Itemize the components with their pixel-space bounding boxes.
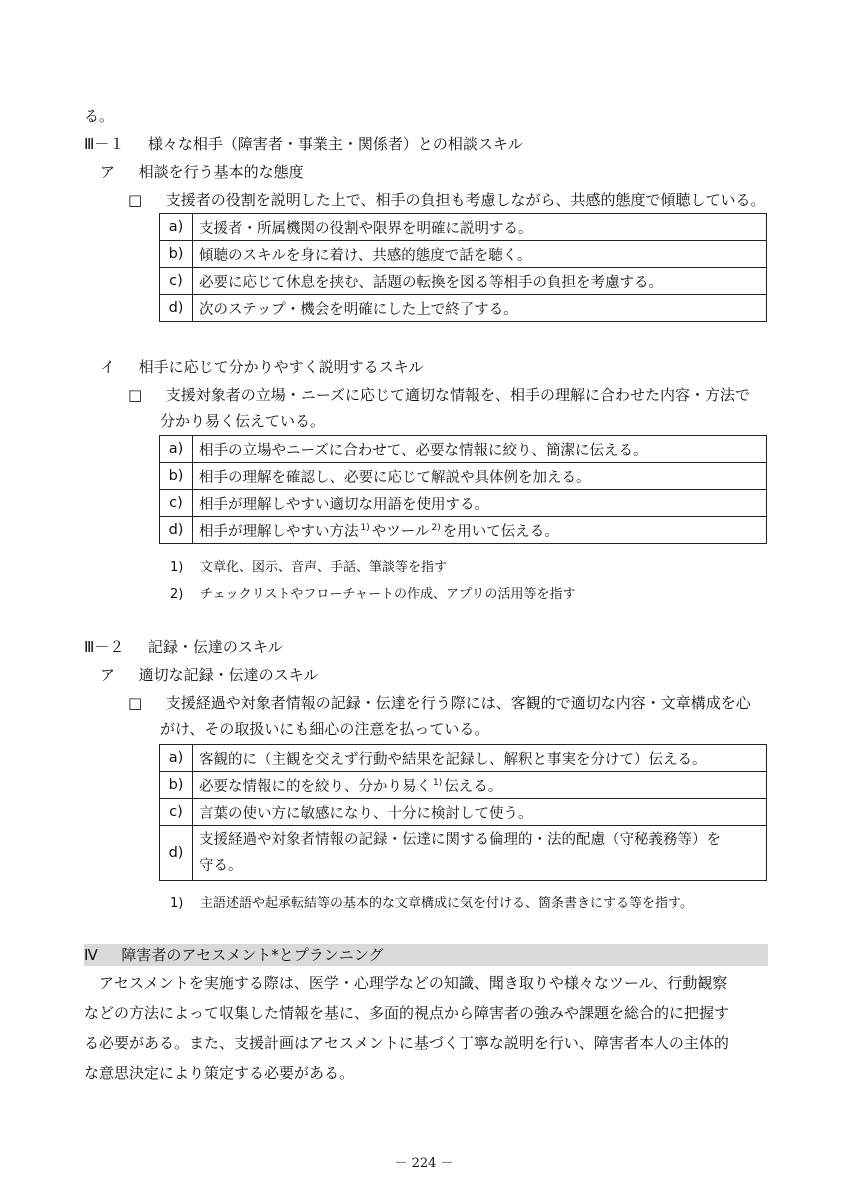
table-row bbox=[160, 436, 767, 463]
row-text-line1: 支援経過や対象者情報の記録・伝達に関する倫理的・法的配慮（守秘義務等）を bbox=[199, 832, 721, 848]
table-row bbox=[160, 463, 767, 490]
table-row bbox=[160, 745, 767, 772]
row-text: 相手が理解しやすい適切な用語を使用する。 bbox=[193, 490, 767, 517]
subheading-title: 相手に応じて分かりやすく説明するスキル bbox=[138, 358, 424, 376]
row-label: c) bbox=[160, 490, 193, 517]
row-text: 相手の立場やニーズに合わせて、必要な情報に絞り、簡潔に伝える。 bbox=[193, 436, 767, 463]
row-label: a) bbox=[160, 214, 193, 241]
checkbox-icon: □ bbox=[128, 694, 143, 712]
section-number: Ⅲ－２ bbox=[84, 638, 125, 656]
footnote-number: 2) bbox=[170, 587, 184, 602]
footnote-text: 文章化、図示、音声、手話、筆談等を指す bbox=[200, 560, 448, 575]
checklist-text: 支援者の役割を説明した上で、相手の負担も考慮しながら、共感的態度で傾聴している。 bbox=[165, 191, 766, 209]
checklist-text-line1: 支援経過や対象者情報の記録・伝達を行う際には、客観的で適切な内容・文章構成を心 bbox=[165, 694, 751, 712]
footnote-number: 1) bbox=[170, 896, 184, 911]
section-number: Ⅳ bbox=[84, 946, 98, 964]
body-paragraph-line: な意思決定により策定する必要がある。 bbox=[84, 1064, 355, 1082]
criteria-table bbox=[159, 435, 767, 544]
row-text-part: 伝える。 bbox=[444, 778, 503, 795]
row-label: d) bbox=[160, 826, 193, 881]
row-text-part: 相手が理解しやすい方法 bbox=[199, 523, 359, 540]
footnote-number: 1) bbox=[170, 560, 184, 575]
row-text: 支援者・所属機関の役割や限界を明確に説明する。 bbox=[193, 214, 767, 241]
table-row bbox=[160, 295, 767, 322]
subheading-title: 相談を行う基本的な態度 bbox=[138, 163, 304, 181]
footnote-ref: 1) bbox=[433, 777, 443, 788]
row-text bbox=[193, 517, 767, 544]
row-label: b) bbox=[160, 463, 193, 490]
row-text: 相手の理解を確認し、必要に応じて解説や具体例を加える。 bbox=[193, 463, 767, 490]
subheading-a bbox=[100, 162, 304, 182]
footnote-text: チェックリストやフローチャートの作成、アプリの活用等を指す bbox=[200, 587, 576, 602]
section-title: 記録・伝達のスキル bbox=[147, 638, 283, 656]
table-row bbox=[160, 241, 767, 268]
subheading-marker: ア bbox=[100, 163, 116, 181]
checklist-text-line2: がけ、その取扱いにも細心の注意を払っている。 bbox=[160, 720, 490, 738]
body-paragraph-line: アセスメントを実施する際は、医学・心理学などの知識、聞き取りや様々なツール、行動観察 bbox=[84, 974, 728, 992]
section-heading-3-1 bbox=[84, 134, 523, 154]
table-row bbox=[160, 517, 767, 544]
row-text: 言葉の使い方に敏感になり、十分に検討して使う。 bbox=[193, 799, 767, 826]
section-heading-3-2 bbox=[84, 637, 283, 657]
row-text: 次のステップ・機会を明確にした上で終了する。 bbox=[193, 295, 767, 322]
subheading-marker: ア bbox=[100, 666, 116, 684]
row-text: 客観的に（主観を交えず行動や結果を記録し、解釈と事実を分けて）伝える。 bbox=[193, 745, 767, 772]
table-row bbox=[160, 772, 767, 799]
footnote bbox=[170, 892, 693, 911]
row-label: a) bbox=[160, 436, 193, 463]
checklist-item bbox=[128, 385, 750, 405]
criteria-table bbox=[159, 213, 767, 322]
row-text bbox=[193, 826, 767, 881]
section-title: 様々な相手（障害者・事業主・関係者）との相談スキル bbox=[147, 135, 523, 153]
row-text: 必要に応じて休息を挟む、話題の転換を図る等相手の負担を考慮する。 bbox=[193, 268, 767, 295]
row-label: b) bbox=[160, 772, 193, 799]
row-label: b) bbox=[160, 241, 193, 268]
subheading-title: 適切な記録・伝達のスキル bbox=[138, 666, 319, 684]
footnote-ref: 1) bbox=[360, 522, 370, 533]
row-text: 傾聴のスキルを身に着け、共感的態度で話を聴く。 bbox=[193, 241, 767, 268]
footnote bbox=[170, 556, 447, 575]
body-paragraph-line: などの方法によって収集した情報を基に、多面的視点から障害者の強みや課題を総合的に把握す bbox=[84, 1004, 730, 1022]
criteria-table bbox=[159, 744, 767, 881]
subheading-marker: イ bbox=[100, 358, 116, 376]
subheading-a bbox=[100, 665, 318, 685]
checklist-text-line1: 支援対象者の立場・ニーズに応じて適切な情報を、相手の理解に合わせた内容・方法で bbox=[165, 386, 751, 404]
table-row bbox=[160, 214, 767, 241]
table-row bbox=[160, 826, 767, 881]
row-label: d) bbox=[160, 295, 193, 322]
row-text-part: やツール bbox=[371, 523, 430, 540]
section-title: 障害者のアセスメント*とプランニング bbox=[121, 946, 384, 964]
row-text-part: 必要な情報に的を絞り、分かり易く bbox=[199, 778, 431, 795]
row-text bbox=[193, 772, 767, 799]
subheading-i bbox=[100, 357, 423, 377]
checklist-text-line2: 分かり易く伝えている。 bbox=[160, 412, 326, 430]
section-number: Ⅲ－１ bbox=[84, 135, 125, 153]
section-heading-4 bbox=[84, 944, 768, 966]
footnote bbox=[170, 583, 575, 602]
row-label: c) bbox=[160, 268, 193, 295]
checklist-item bbox=[128, 693, 751, 713]
footnote-ref: 2) bbox=[431, 522, 441, 533]
table-row bbox=[160, 490, 767, 517]
table-row bbox=[160, 268, 767, 295]
page-number: － 224 － bbox=[394, 1156, 454, 1171]
body-paragraph-line: る必要がある。また、支援計画はアセスメントに基づく丁寧な説明を行い、障害者本人の主体的 bbox=[84, 1034, 729, 1052]
checklist-item bbox=[128, 190, 765, 210]
footnote-text: 主語述語や起承転結等の基本的な文章構成に気を付ける、箇条書きにする等を指す。 bbox=[200, 896, 693, 911]
row-text-line2: 守る。 bbox=[199, 858, 243, 874]
continuation-text: る。 bbox=[84, 107, 115, 125]
row-label: c) bbox=[160, 799, 193, 826]
row-text-part: を用いて伝える。 bbox=[442, 523, 559, 540]
table-row bbox=[160, 799, 767, 826]
row-label: a) bbox=[160, 745, 193, 772]
row-label: d) bbox=[160, 517, 193, 544]
checkbox-icon: □ bbox=[128, 191, 143, 209]
checkbox-icon: □ bbox=[128, 386, 143, 404]
